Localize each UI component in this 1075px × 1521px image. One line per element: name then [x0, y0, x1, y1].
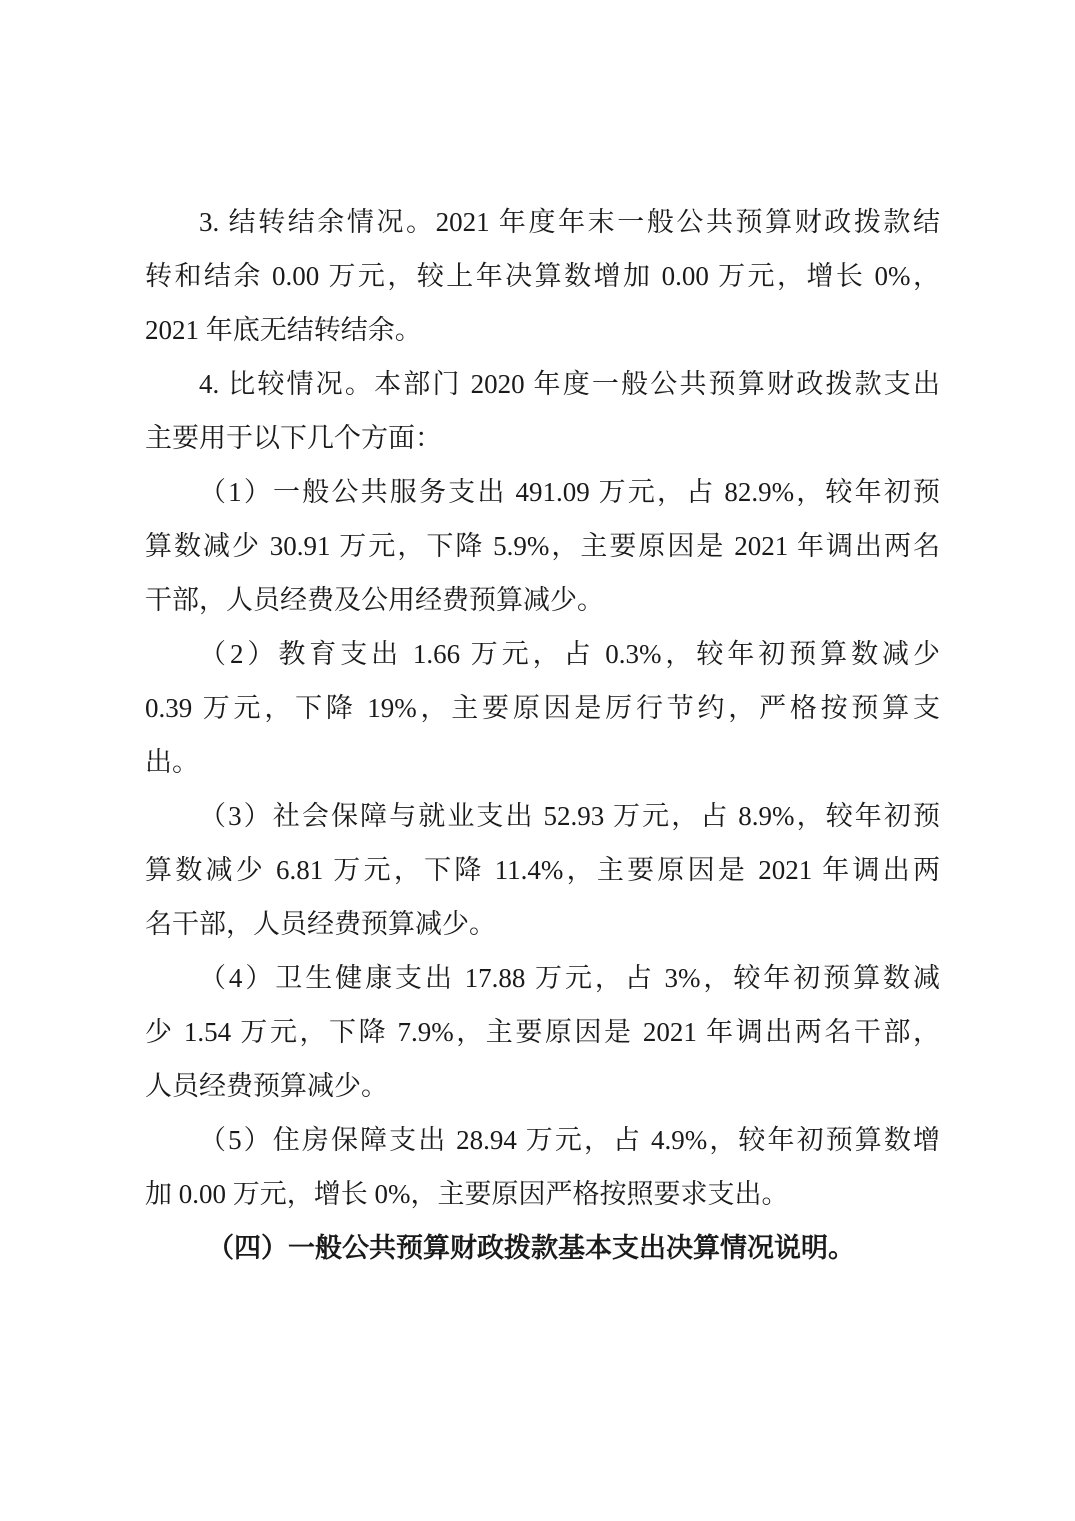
paragraph-item-2 — [145, 627, 940, 789]
paragraph-line: （5）住房保障支出 28.94 万元，占 4.9%，较年初预算数增 — [199, 1125, 940, 1155]
paragraph-line: 算数减少 6.81 万元，下降 11.4%，主要原因是 2021 年调出两 — [145, 855, 940, 885]
document-body — [145, 195, 940, 1275]
paragraph-line: 出。 — [145, 747, 199, 777]
paragraph-item-5 — [145, 1113, 940, 1221]
paragraph-comparison — [145, 357, 940, 465]
paragraph-item-4 — [145, 951, 940, 1113]
paragraph-line: 少 1.54 万元，下降 7.9%，主要原因是 2021 年调出两名干部， — [145, 1017, 940, 1047]
paragraph-line: 算数减少 30.91 万元，下降 5.9%，主要原因是 2021 年调出两名 — [145, 531, 940, 561]
section-heading-text: （四）一般公共预算财政拨款基本支出决算情况说明。 — [207, 1233, 855, 1263]
paragraph-line: 主要用于以下几个方面： — [145, 423, 442, 453]
paragraph-line: （3）社会保障与就业支出 52.93 万元，占 8.9%，较年初预 — [199, 801, 940, 831]
paragraph-line: 0.39 万元，下降 19%，主要原因是厉行节约，严格按预算支 — [145, 693, 940, 723]
paragraph-item-3 — [145, 789, 940, 951]
paragraph-line: 加 0.00 万元，增长 0%，主要原因严格按照要求支出。 — [145, 1179, 789, 1209]
paragraph-line: （4）卫生健康支出 17.88 万元，占 3%，较年初预算数减 — [199, 963, 940, 993]
paragraph-item-1 — [145, 465, 940, 627]
paragraph-line: 人员经费预算减少。 — [145, 1071, 388, 1101]
paragraph-line: （1）一般公共服务支出 491.09 万元，占 82.9%，较年初预 — [199, 477, 940, 507]
paragraph-line: 名干部，人员经费预算减少。 — [145, 909, 496, 939]
paragraph-line: （2）教育支出 1.66 万元，占 0.3%，较年初预算数减少 — [199, 639, 940, 669]
section-heading — [145, 1221, 940, 1275]
paragraph-line: 转和结余 0.00 万元，较上年决算数增加 0.00 万元，增长 0%， — [145, 261, 940, 291]
paragraph-line: 干部，人员经费及公用经费预算减少。 — [145, 585, 604, 615]
paragraph-line: 4. 比较情况。本部门 2020 年度一般公共预算财政拨款支出 — [199, 369, 940, 399]
paragraph-line: 3. 结转结余情况。2021 年度年末一般公共预算财政拨款结 — [199, 207, 940, 237]
paragraph-line: 2021 年底无结转结余。 — [145, 315, 422, 345]
paragraph-carryover — [145, 195, 940, 357]
